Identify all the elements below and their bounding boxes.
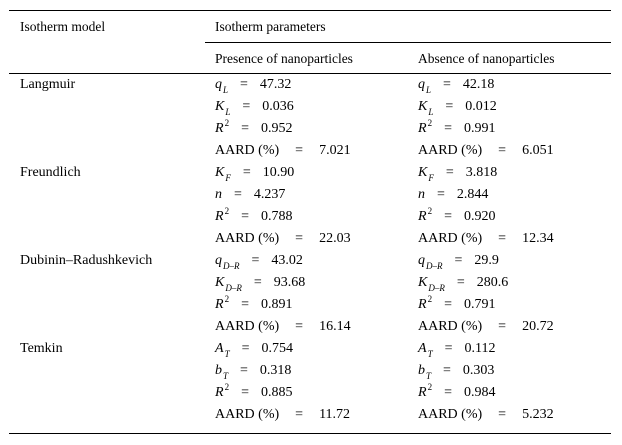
param-symbol: n — [418, 187, 425, 202]
param-value: 0.952 — [260, 121, 293, 136]
equals-sign: = — [443, 77, 451, 92]
param-cell-absence — [418, 99, 497, 115]
model-name: Temkin — [20, 341, 63, 356]
equals-sign: = — [234, 187, 242, 202]
equals-sign: = — [253, 275, 262, 290]
param-value: 43.02 — [271, 253, 303, 268]
param-symbol: b — [418, 363, 425, 378]
model-name: Dubinin–Radushkevich — [20, 253, 153, 268]
param-value: 0.791 — [463, 297, 496, 312]
model-name: Freundlich — [20, 165, 81, 180]
param-subscript: L — [428, 107, 434, 117]
param-value: 93.68 — [273, 275, 306, 290]
bottom-rule — [9, 433, 611, 434]
param-superscript: 2 — [427, 382, 433, 392]
param-cell-absence — [418, 341, 495, 357]
param-value: 0.012 — [465, 99, 497, 114]
param-cell-presence — [215, 187, 285, 203]
equals-sign: = — [241, 121, 249, 136]
equals-sign: = — [444, 121, 452, 136]
param-symbol: AARD (%) — [418, 407, 483, 422]
param-cell-presence — [215, 165, 294, 181]
param-cell-presence — [215, 77, 291, 93]
param-value: 0.036 — [262, 99, 294, 114]
param-symbol: K — [418, 165, 428, 180]
param-value: 12.34 — [522, 231, 554, 246]
param-symbol: n — [215, 187, 222, 202]
param-subscript: D–R — [428, 283, 445, 293]
param-symbol: q — [215, 253, 222, 268]
param-value: 280.6 — [476, 275, 509, 290]
param-symbol: A — [215, 341, 224, 356]
header-absence: Absence of nanoparticles — [418, 51, 555, 66]
param-cell-absence — [418, 319, 554, 335]
isotherm-table — [9, 10, 611, 434]
param-value: 0.885 — [260, 385, 293, 400]
equals-sign: = — [498, 143, 507, 158]
param-cell-presence — [215, 319, 351, 335]
param-symbol: R — [215, 297, 224, 312]
param-symbol: q — [418, 253, 425, 268]
param-symbol: AARD (%) — [418, 231, 483, 246]
param-subscript: L — [225, 107, 231, 117]
equals-sign: = — [444, 385, 452, 400]
top-rule — [9, 10, 611, 11]
param-superscript: 2 — [427, 294, 433, 304]
param-cell-presence — [215, 407, 350, 423]
param-symbol: R — [418, 385, 427, 400]
param-value: 3.818 — [465, 165, 498, 180]
param-symbol: AARD (%) — [418, 319, 483, 334]
param-superscript: 2 — [427, 206, 433, 216]
param-value: 16.14 — [319, 319, 351, 334]
equals-sign: = — [456, 275, 465, 290]
equals-sign: = — [437, 187, 445, 202]
param-value: 0.788 — [260, 209, 293, 224]
param-cell-absence — [418, 275, 508, 291]
param-subscript: F — [225, 173, 231, 183]
equals-sign: = — [241, 341, 250, 356]
equals-sign: = — [240, 77, 248, 92]
param-value: 6.051 — [522, 143, 554, 158]
param-cell-absence — [418, 77, 494, 93]
param-value: 4.237 — [253, 187, 286, 202]
param-value: 20.72 — [522, 319, 554, 334]
param-value: 0.318 — [259, 363, 292, 378]
equals-sign: = — [445, 165, 454, 180]
param-value: 0.891 — [260, 297, 293, 312]
param-superscript: 2 — [224, 382, 230, 392]
param-cell-presence — [215, 253, 303, 269]
param-symbol: R — [418, 209, 427, 224]
param-subscript: L — [426, 85, 432, 95]
param-value: 11.72 — [319, 407, 351, 422]
param-cell-presence — [215, 231, 351, 247]
param-cell-absence — [418, 187, 488, 203]
param-cell-presence — [215, 206, 293, 225]
param-cell-absence — [418, 231, 554, 247]
equals-sign: = — [444, 209, 452, 224]
param-value: 10.90 — [262, 165, 295, 180]
param-value: 0.920 — [463, 209, 496, 224]
equals-sign: = — [498, 231, 507, 246]
param-value: 47.32 — [259, 77, 292, 92]
param-subscript: L — [223, 85, 229, 95]
param-cell-absence — [418, 294, 496, 313]
equals-sign: = — [454, 253, 463, 268]
param-subscript: D–R — [426, 261, 443, 271]
param-cell-absence — [418, 165, 497, 181]
param-symbol: b — [215, 363, 222, 378]
param-cell-absence — [418, 382, 496, 401]
equals-sign: = — [241, 385, 249, 400]
param-subscript: D–R — [225, 283, 242, 293]
equals-sign: = — [443, 363, 451, 378]
equals-sign: = — [498, 407, 507, 422]
param-value: 0.303 — [462, 363, 495, 378]
param-symbol: AARD (%) — [215, 407, 280, 422]
param-superscript: 2 — [427, 118, 433, 128]
param-value: 0.991 — [463, 121, 496, 136]
equals-sign: = — [241, 297, 249, 312]
param-symbol: AARD (%) — [215, 319, 280, 334]
param-cell-presence — [215, 382, 293, 401]
model-name: Langmuir — [20, 77, 76, 92]
param-value: 0.984 — [463, 385, 496, 400]
param-symbol: AARD (%) — [215, 231, 280, 246]
param-symbol: K — [418, 99, 428, 114]
param-subscript: T — [426, 371, 432, 381]
param-subscript: F — [428, 173, 434, 183]
param-cell-presence — [215, 275, 305, 291]
param-cell-presence — [215, 143, 351, 159]
equals-sign: = — [445, 99, 454, 114]
equals-sign: = — [444, 341, 453, 356]
equals-sign: = — [241, 209, 249, 224]
equals-sign: = — [498, 319, 507, 334]
param-cell-presence — [215, 341, 293, 357]
param-subscript: D–R — [223, 261, 240, 271]
header-isotherm-model: Isotherm model — [20, 19, 106, 34]
param-subscript: T — [427, 349, 433, 359]
param-subscript: T — [223, 371, 229, 381]
param-value: 42.18 — [462, 77, 495, 92]
equals-sign: = — [295, 143, 304, 158]
param-value: 2.844 — [456, 187, 489, 202]
param-cell-presence — [215, 294, 293, 313]
param-symbol: R — [215, 385, 224, 400]
param-cell-presence — [215, 99, 294, 115]
param-symbol: q — [215, 77, 222, 92]
param-superscript: 2 — [224, 294, 230, 304]
param-value: 0.112 — [464, 341, 496, 356]
header-isotherm-parameters: Isotherm parameters — [215, 19, 326, 34]
param-symbol: R — [215, 209, 224, 224]
group-rule — [205, 42, 611, 43]
param-symbol: AARD (%) — [418, 143, 483, 158]
param-cell-absence — [418, 407, 554, 423]
param-value: 22.03 — [319, 231, 351, 246]
param-cell-absence — [418, 143, 554, 159]
param-cell-absence — [418, 206, 496, 225]
param-cell-absence — [418, 253, 499, 269]
param-superscript: 2 — [224, 206, 230, 216]
param-subscript: T — [224, 349, 230, 359]
header-rule — [9, 73, 611, 74]
equals-sign: = — [242, 99, 251, 114]
param-symbol: K — [215, 99, 225, 114]
param-cell-absence — [418, 363, 494, 379]
param-value: 7.021 — [319, 143, 351, 158]
param-symbol: K — [215, 165, 225, 180]
equals-sign: = — [295, 319, 304, 334]
equals-sign: = — [295, 407, 304, 422]
param-value: 0.754 — [261, 341, 293, 356]
param-symbol: AARD (%) — [215, 143, 280, 158]
param-superscript: 2 — [224, 118, 230, 128]
param-symbol: R — [215, 121, 224, 136]
equals-sign: = — [295, 231, 304, 246]
equals-sign: = — [242, 165, 251, 180]
param-symbol: A — [418, 341, 427, 356]
param-symbol: K — [215, 275, 225, 290]
param-cell-absence — [418, 118, 496, 137]
param-symbol: q — [418, 77, 425, 92]
param-cell-presence — [215, 118, 293, 137]
equals-sign: = — [251, 253, 260, 268]
param-value: 5.232 — [522, 407, 554, 422]
equals-sign: = — [444, 297, 452, 312]
param-symbol: R — [418, 121, 427, 136]
equals-sign: = — [240, 363, 248, 378]
param-symbol: K — [418, 275, 428, 290]
header-presence: Presence of nanoparticles — [215, 51, 353, 66]
param-cell-presence — [215, 363, 291, 379]
param-symbol: R — [418, 297, 427, 312]
param-value: 29.9 — [474, 253, 499, 268]
